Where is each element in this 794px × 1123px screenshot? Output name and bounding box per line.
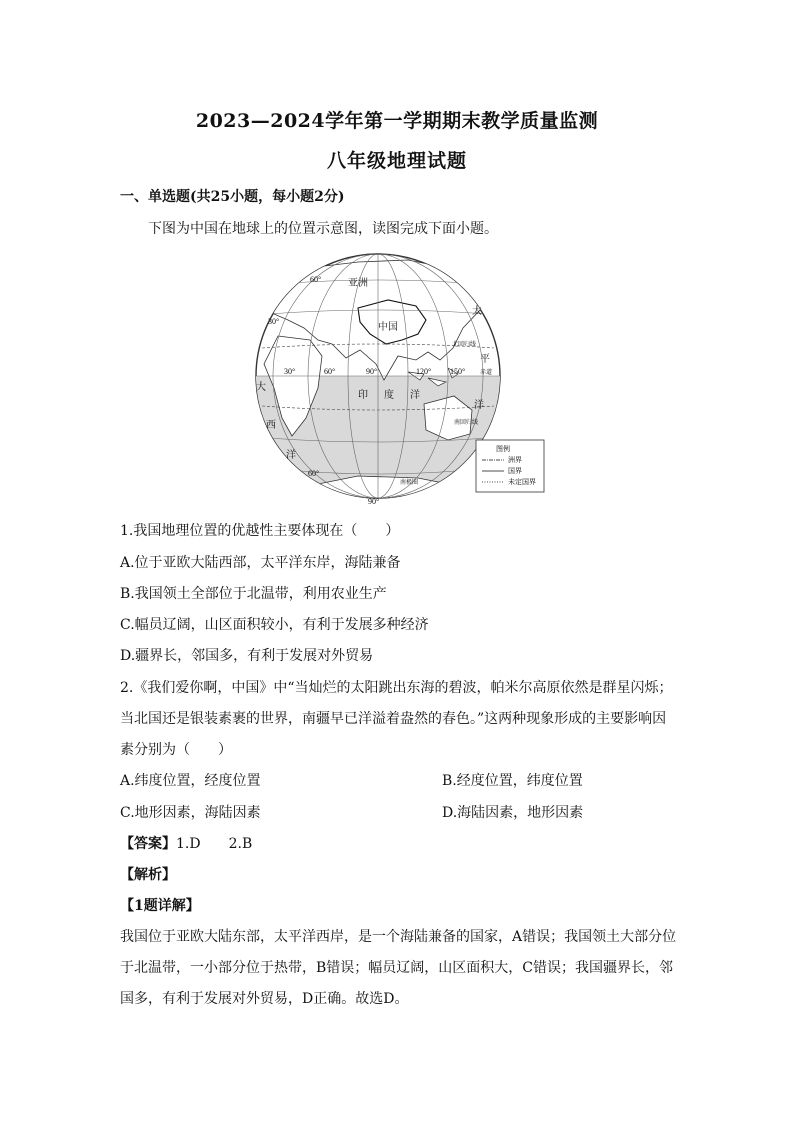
q2-option-c: C.地形因素，海陆因素 [120,805,261,821]
legend-undefined: 未定国界 [508,478,536,486]
label-lon-90: 90° [366,367,378,376]
label-indian-3: 洋 [410,390,420,401]
q2-option-b: B.经度位置，纬度位置 [442,773,583,789]
label-china: 中国 [378,322,398,333]
legend-continent: 洲界 [508,456,522,464]
label-atlantic-2: 西 [266,420,276,431]
detail-label: 【1题详解】 [120,898,200,914]
q2-option-a: A.纬度位置，经度位置 [120,773,261,789]
map-legend [476,440,544,492]
detail-line-3: 国多，有利于发展对外贸易，D正确。故选D。 [120,991,409,1007]
section-heading: 一、单选题(共25小题，每小题2分) [120,189,345,205]
question-intro: 下图为中国在地球上的位置示意图，读图完成下面小题。 [148,221,498,237]
label-south-90: 90° [368,497,380,506]
q1-option-c: C.幅员辽阔，山区面积较小，有利于发展多种经济 [120,617,429,633]
q1-option-a: A.位于亚欧大陆西部，太平洋东岸，海陆兼备 [120,555,401,571]
label-lon-150: 150° [450,367,466,376]
label-lat-60s: 60° [308,469,320,478]
label-lon-30: 30° [284,367,296,376]
answer-line [120,833,252,853]
exam-subtitle: 八年级地理试题 [326,150,467,172]
q1-stem: 1.我国地理位置的优越性主要体现在（ ） [120,523,400,539]
q2-stem-line3: 素分别为（ ） [120,742,232,758]
answer-value: 1.D 2.B [176,836,253,852]
q2-stem-line1: 2.《我们爱你啊，中国》中“当灿烂的太阳跳出东海的碧波，帕米尔高原依然是群星闪烁； [120,680,673,696]
label-pacific-1: 太 [472,306,482,317]
label-indian-2: 度 [384,390,394,401]
q2-option-d: D.海陆因素，地形因素 [442,805,584,821]
legend-title: 图例 [496,445,510,453]
label-equator: 赤道 [480,370,493,376]
q1-option-d: D.疆界长，邻国多，有利于发展对外贸易 [120,648,374,664]
q1-option-b: B.我国领土全部位于北温带，利用农业生产 [120,586,387,602]
label-atlantic-1: 大 [256,382,266,393]
label-atlantic-3: 洋 [286,450,296,461]
detail-line-2: 于北温带，一小部分位于热带，B错误；幅员辽阔，山区面积大，C错误；我国疆界长，邻 [120,960,673,976]
label-lat-30n: 30° [268,317,280,326]
china-location-map [248,248,548,508]
exam-title: 2023—2024学年第一学期期末教学质量监测 [195,110,599,132]
label-asia: 亚洲 [348,278,368,289]
detail-line-1: 我国位于亚欧大陆东部，太平洋西岸，是一个海陆兼备的国家，A错误；我国领土大部分位 [120,929,677,945]
label-lon-60: 60° [324,367,336,376]
answer-label: 【答案】 [120,836,176,852]
legend-national: 国界 [508,467,522,475]
label-tropic-capricorn: 南回归线 [454,420,479,426]
label-lon-120: 120° [416,367,432,376]
label-indian-1: 印 [358,390,368,401]
label-tropic-cancer: 北回归线 [452,342,477,348]
analysis-label: 【解析】 [120,867,176,883]
label-pacific-3: 洋 [474,400,484,411]
label-pacific-2: 平 [480,354,490,365]
q2-stem-line2: 当北国还是银装素裹的世界，南疆早已洋溢着盎然的春色。”这两种现象形成的主要影响因 [120,711,667,727]
label-lat-60n: 60° [310,275,322,284]
label-antarctic-circle: 南极圈 [400,480,419,486]
